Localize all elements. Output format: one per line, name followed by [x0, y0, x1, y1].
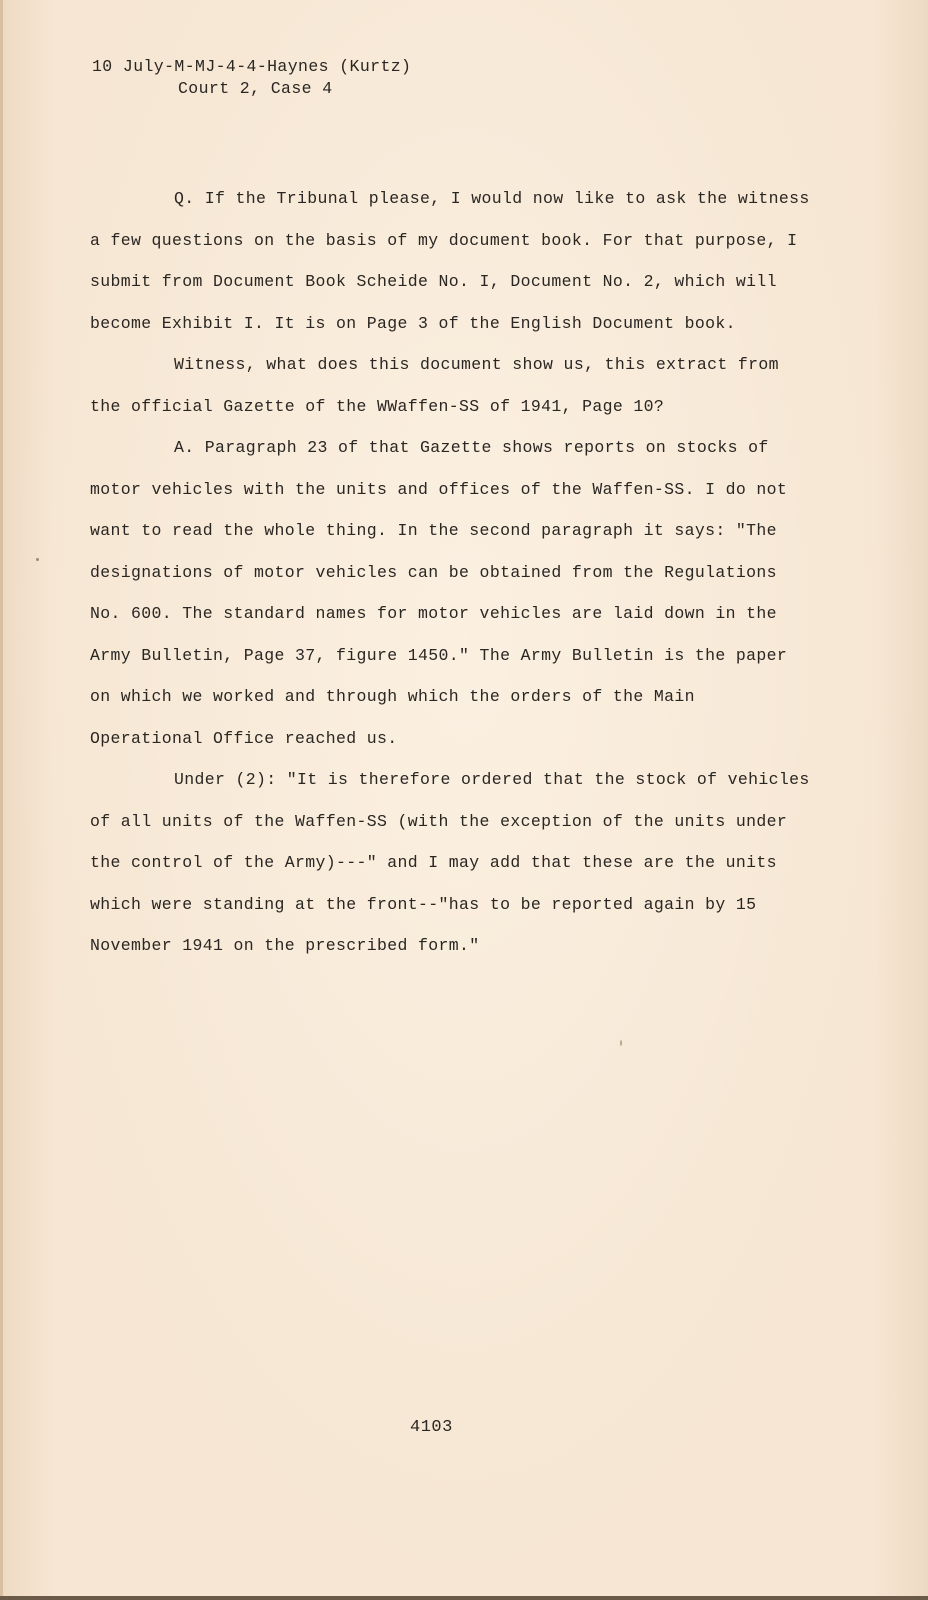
header-line-1: 10 July-M-MJ-4-4-Haynes (Kurtz) [92, 57, 412, 76]
page-number: 4103 [410, 1418, 453, 1437]
page-bottom-edge [0, 1596, 928, 1600]
paragraph-answer-2: Under (2): "It is therefore ordered that the stock of vehicles of all units of the Waffen-SS (with the exception of the units under the control of the Army)---" and I may add that these are the units which were standing at the front--"has to be reported again by 15 November 1941 on the prescribed form." [90, 770, 810, 955]
transcript-body [90, 178, 810, 967]
document-header [92, 56, 411, 100]
paper-speck [36, 558, 39, 561]
paragraph-answer-1: A. Paragraph 23 of that Gazette shows reports on stocks of motor vehicles with the units and offices of the Waffen-SS. I do not want to read the whole thing. In the second paragraph it says: "The designations of motor vehicles can be obtained from the Regulations No. 600. The standard names for motor vehicles are laid down in the Army Bulletin, Page 37, figure 1450." The Army Bulletin is the paper on which we worked and through which the orders of the Main Operational Office reached us. [90, 438, 788, 748]
paper-mark [620, 1040, 622, 1046]
paragraph-question-1: Q. If the Tribunal please, I would now like to ask the witness a few questions on the basis of my document book. For that purpose, I submit from Document Book Scheide No. I, Document No. 2, which will become Exhibit I. It is on Page 3 of the English Document book. [90, 189, 810, 333]
header-line-2: Court 2, Case 4 [178, 79, 333, 98]
page-left-edge [0, 0, 3, 1600]
paragraph-question-2: Witness, what does this document show us, this extract from the official Gazette of the WWaffen-SS of 1941, Page 10? [90, 355, 779, 416]
